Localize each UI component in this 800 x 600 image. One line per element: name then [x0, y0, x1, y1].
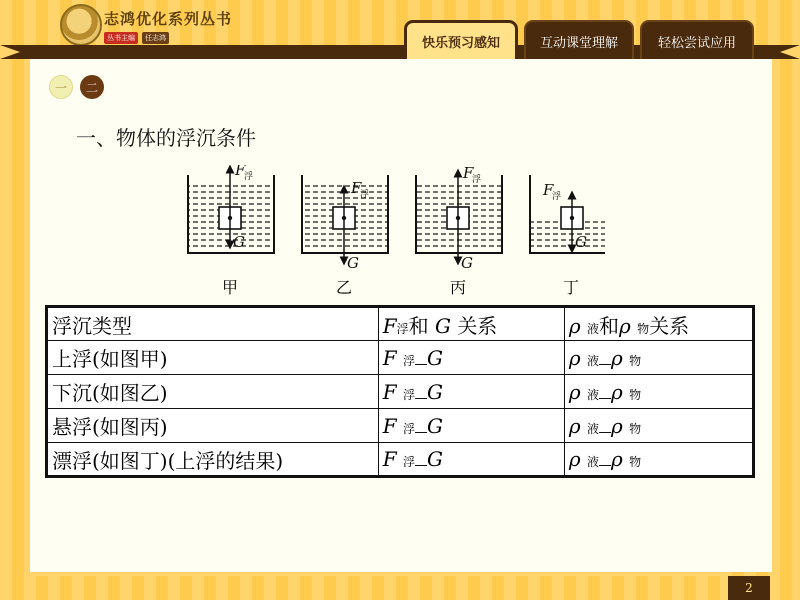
table-row	[47, 409, 754, 443]
row-density: ρ 液 ρ 物	[564, 409, 753, 443]
label-f-sub-ding: 浮	[552, 192, 562, 202]
buoyancy-diagram	[185, 165, 605, 275]
row-force: F 浮 G	[378, 341, 564, 375]
table-header-row	[47, 307, 754, 341]
page-heading: 一、物体的浮沉条件	[76, 126, 256, 150]
beaker-bing	[416, 173, 502, 261]
row-type: 漂浮(如图丁)(上浮的结果)	[47, 443, 379, 477]
label-f-sub-jia: 浮	[244, 172, 254, 182]
row-force: F 浮 G	[378, 409, 564, 443]
caption-yi: 乙	[336, 278, 353, 297]
label-f-bing: F	[463, 165, 474, 182]
row-type: 上浮(如图甲)	[47, 341, 379, 375]
section-nav-2[interactable]: 二	[80, 75, 104, 99]
row-density: ρ 液 ρ 物	[564, 443, 753, 477]
row-type: 悬浮(如图丙)	[47, 409, 379, 443]
answer-blank[interactable]	[599, 364, 611, 365]
tab-classroom[interactable]: 互动课堂理解	[524, 20, 634, 62]
answer-blank[interactable]	[415, 398, 427, 399]
row-type: 下沉(如图乙)	[47, 375, 379, 409]
page-number: 2	[728, 576, 770, 600]
answer-blank[interactable]	[415, 465, 427, 466]
brand	[104, 8, 232, 44]
label-f-jia: F	[235, 165, 246, 179]
answer-blank[interactable]	[599, 398, 611, 399]
beaker-ding	[530, 175, 605, 253]
header-type: 浮沉类型	[47, 307, 379, 341]
tab-practice[interactable]: 轻松尝试应用	[640, 20, 754, 62]
row-force: F 浮 G	[378, 375, 564, 409]
brand-badge-left: 丛书主编	[104, 32, 138, 44]
beaker-yi	[302, 175, 388, 261]
label-f-sub-yi: 浮	[360, 190, 370, 200]
label-g-ding: G	[575, 233, 587, 251]
row-density: ρ 液 ρ 物	[564, 375, 753, 409]
section-nav-1[interactable]: 一	[49, 75, 73, 99]
caption-bing: 丙	[450, 278, 467, 297]
caption-ding: 丁	[563, 278, 580, 297]
label-f-yi: F	[351, 179, 362, 197]
label-g-yi: G	[347, 254, 359, 272]
caption-jia: 甲	[222, 278, 239, 297]
table-row	[47, 375, 754, 409]
table-row	[47, 341, 754, 375]
answer-blank[interactable]	[599, 432, 611, 433]
header-force: F浮和 G 关系	[378, 307, 564, 341]
label-g-jia: G	[233, 233, 245, 251]
beaker-jia	[188, 169, 274, 253]
series-logo	[60, 4, 102, 46]
answer-blank[interactable]	[415, 364, 427, 365]
table-row	[47, 443, 754, 477]
tab-preview[interactable]: 快乐预习感知	[404, 20, 518, 62]
brand-title: 志鸿优化系列丛书	[104, 10, 233, 28]
label-f-sub-bing: 浮	[472, 175, 482, 185]
row-density: ρ 液 ρ 物	[564, 341, 753, 375]
row-force: F 浮 G	[378, 443, 564, 477]
bottom-bar	[30, 572, 728, 576]
label-f-ding: F	[543, 181, 554, 199]
brand-badge-right: 任志鸿	[142, 32, 169, 44]
buoyancy-table	[45, 305, 755, 478]
answer-blank[interactable]	[415, 432, 427, 433]
header-density: ρ 液和ρ 物关系	[564, 307, 753, 341]
label-g-bing: G	[461, 254, 473, 272]
answer-blank[interactable]	[599, 465, 611, 466]
